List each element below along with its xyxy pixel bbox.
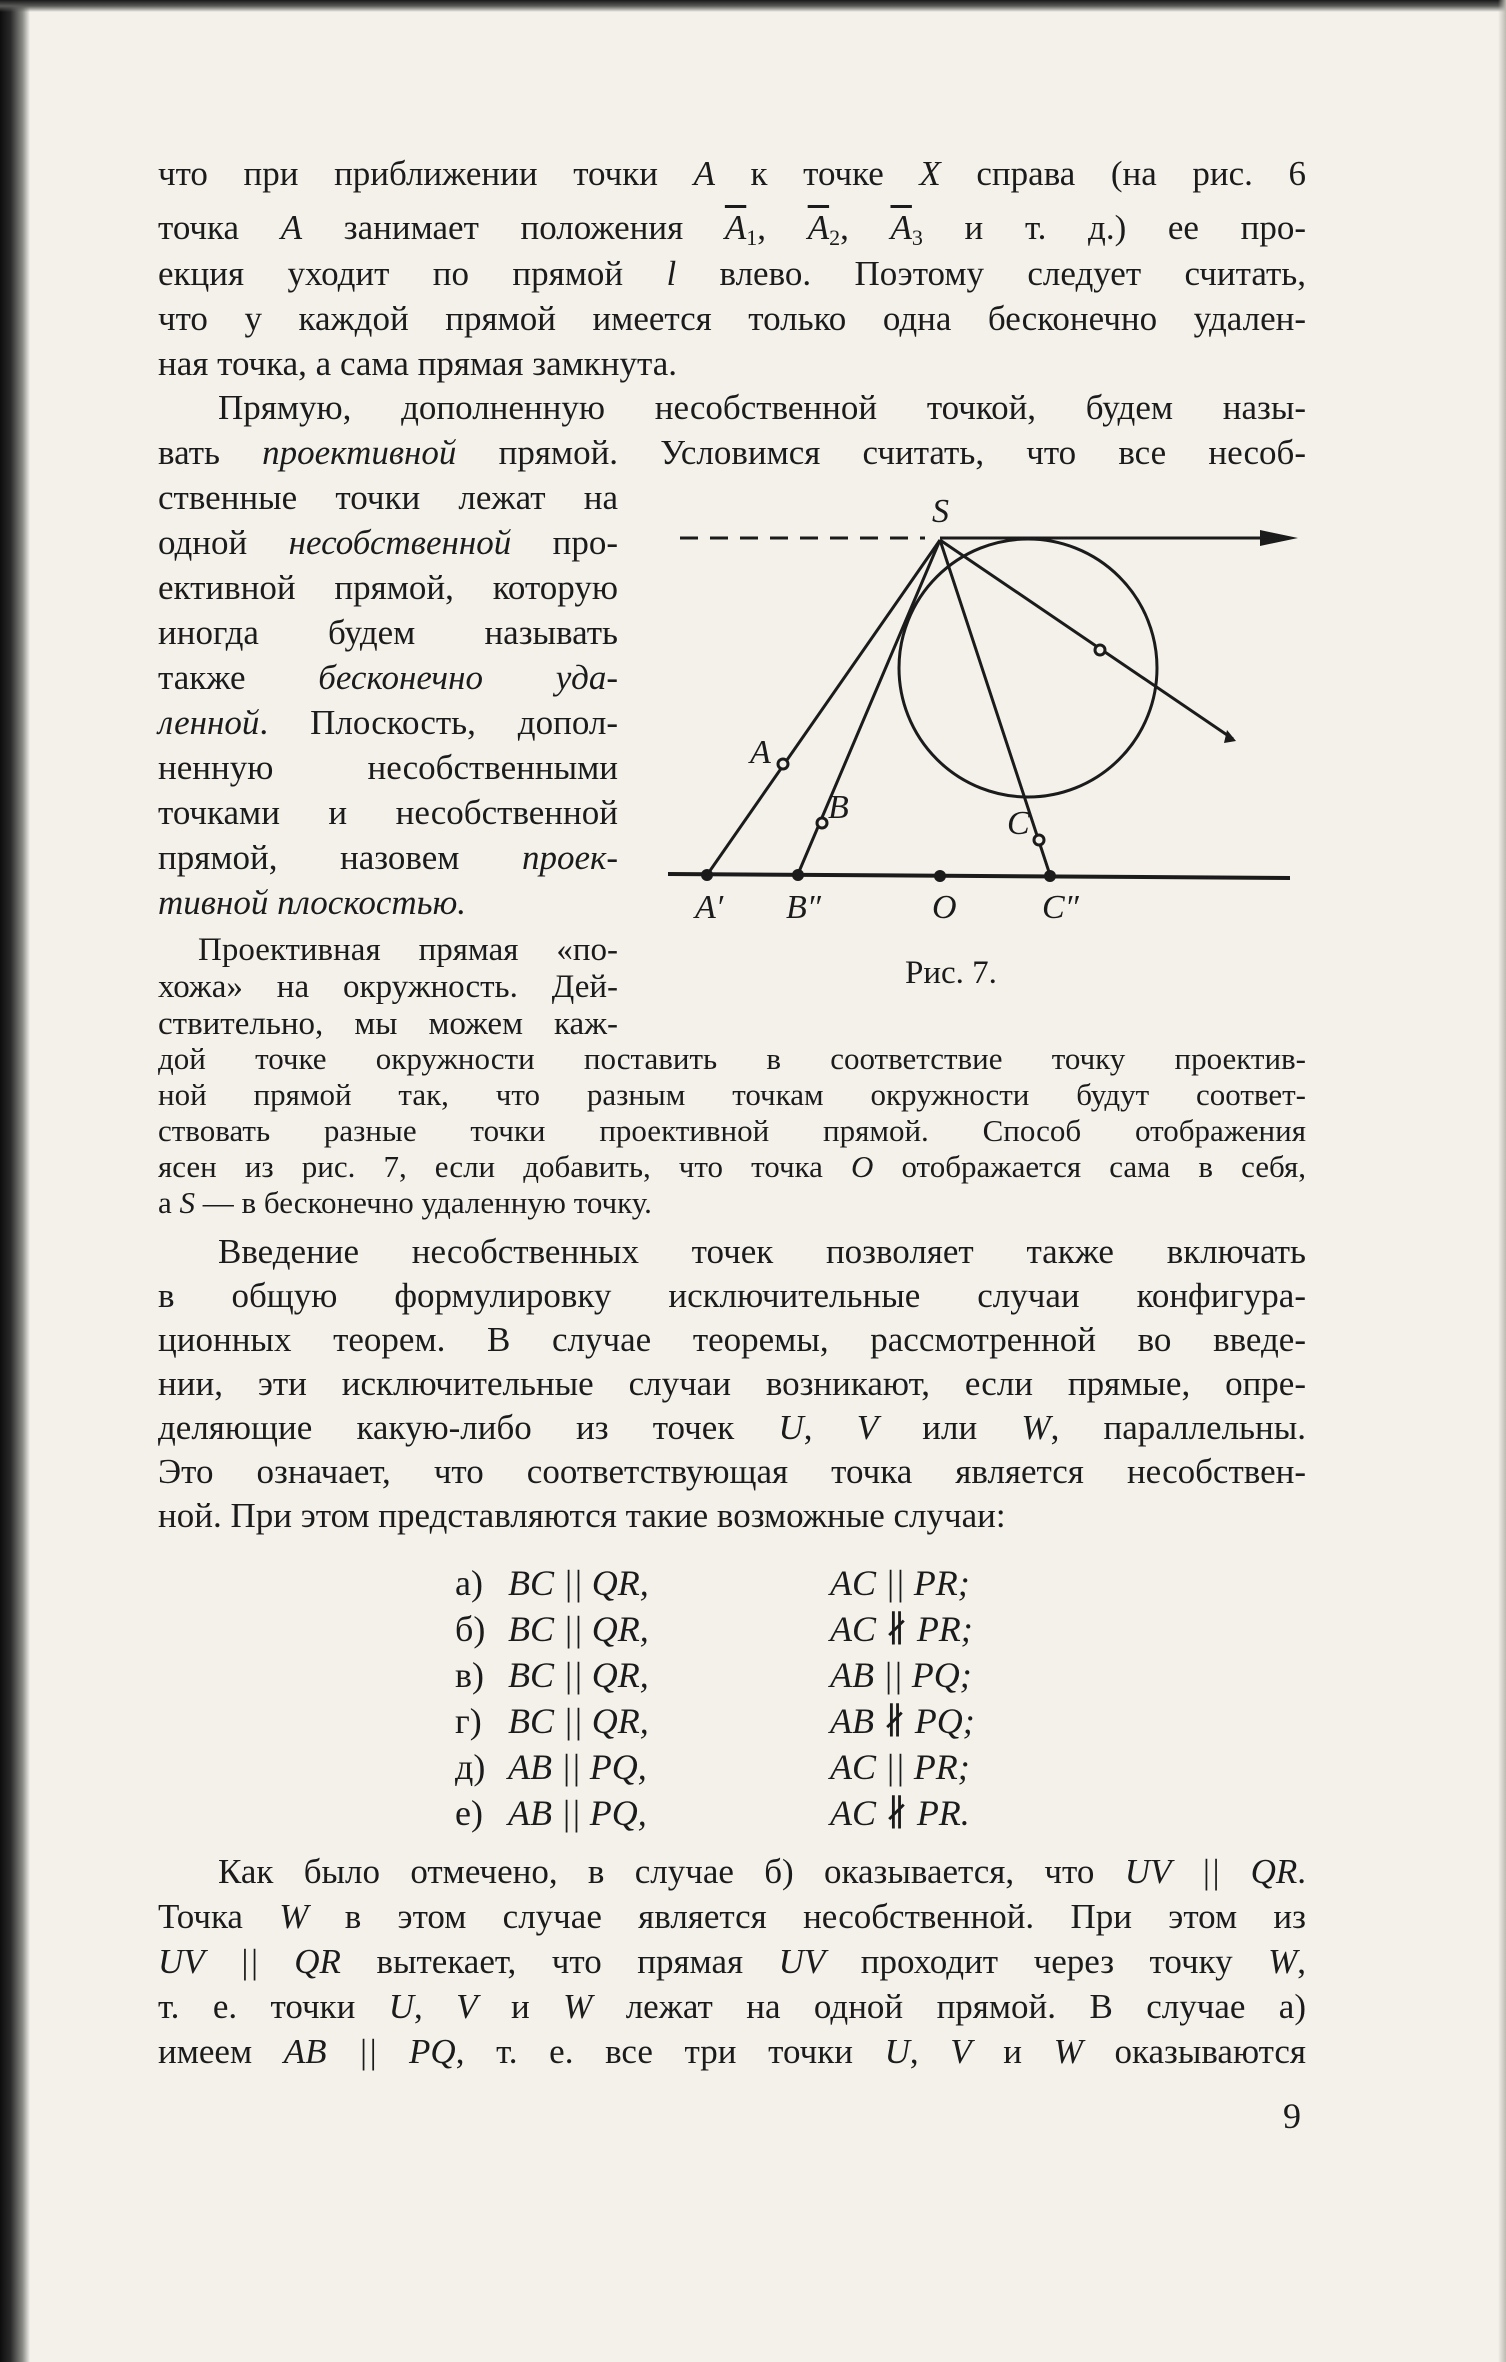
paragraph-4-line-7: ной. При этом представляются такие возможные случаи: — [158, 1496, 1006, 1535]
paragraph-3-line-4: дой точке окружности поставить в соответствие точку проектив- — [158, 1041, 1306, 1076]
point-a-prime — [701, 869, 713, 881]
case-left-condition: AB || PQ, — [508, 1747, 647, 1787]
paragraph-3-line-6: ствовать разные точки проективной прямой. Способ отображения — [158, 1113, 1306, 1148]
paragraph-3-line-3: ствительно, мы можем каж- — [158, 1006, 618, 1042]
paragraph-2-line-4: одной несобственной про- — [158, 523, 619, 562]
paragraph-2-line-11: прямой, назовем проек- — [158, 838, 618, 877]
page-edge-shadow-top — [0, 0, 1506, 12]
circle — [899, 539, 1157, 797]
paragraph-4-line-1: Введение несобственных точек позволяет также включать — [218, 1232, 1306, 1271]
paragraph-2-line-12: тивной плоскостью. — [158, 883, 467, 922]
point-b-prime — [792, 869, 804, 881]
paragraph-5-line-5: имеем AB || PQ, т. е. все три точки U, V и W оказываются — [158, 2032, 1306, 2071]
case-left-condition: BC || QR, — [508, 1563, 649, 1603]
paragraph-3-line-1: Проективная прямая «по- — [198, 932, 618, 968]
paragraph-5-line-1: Как было отмечено, в случае б) оказывается, что UV || QR. — [218, 1852, 1306, 1891]
case-label: д) — [455, 1747, 486, 1787]
paragraph-4-line-6: Это означает, что соответствующая точка является несобствен- — [158, 1452, 1306, 1491]
label-a-prime: A′ — [695, 889, 724, 926]
case-right-condition: AB || PQ; — [830, 1655, 972, 1695]
paragraph-1-line-5: ная точка, а сама прямая замкнута. — [158, 344, 678, 383]
arrowhead-ray-icon — [1224, 730, 1236, 743]
point-c-prime — [1044, 870, 1056, 882]
case-label: а) — [455, 1563, 483, 1603]
case-label: в) — [455, 1655, 484, 1695]
point-c — [1034, 835, 1044, 845]
case-right-condition: AC ∦ PR; — [830, 1609, 973, 1649]
case-left-column — [508, 1560, 649, 1836]
case-right-condition: AC || PR; — [830, 1563, 970, 1603]
label-b: B — [828, 789, 849, 826]
point-ray — [1095, 645, 1105, 655]
case-left-condition: BC || QR, — [508, 1655, 649, 1695]
case-label: е) — [455, 1793, 483, 1833]
label-c: C — [1007, 805, 1030, 842]
case-left-condition: BC || QR, — [508, 1701, 649, 1741]
paragraph-2-line-10: точками и несобственной — [158, 793, 618, 832]
case-right-condition: AC ∦ PR. — [830, 1793, 970, 1833]
paragraph-2-line-6: иногда будем называть — [158, 613, 618, 652]
case-right-condition: AB ∦ PQ; — [830, 1701, 975, 1741]
paragraph-1-line-1: что при приближении точки A к точке X справа (на рис. 6 — [158, 154, 1306, 193]
case-labels-column — [455, 1560, 485, 1836]
point-o — [934, 870, 946, 882]
paragraph-3-line-5: ной прямой так, что разным точкам окружности будут соответ- — [158, 1077, 1306, 1112]
label-s: S — [932, 493, 949, 530]
paragraph-2-line-1: Прямую, дополненную несобственной точкой, будем назы- — [218, 388, 1306, 427]
case-label: г) — [455, 1701, 482, 1741]
paragraph-2-line-3: ственные точки лежат на — [158, 478, 618, 517]
paragraph-4-line-4: нии, эти исключительные случаи возникают, если прямые, опре- — [158, 1364, 1306, 1403]
paragraph-2-line-9: ненную несобственными — [158, 748, 618, 787]
paragraph-4-line-3: ционных теорем. В случае теоремы, рассмотренной во введе- — [158, 1320, 1306, 1359]
label-b-prime: B″ — [786, 889, 821, 926]
paragraph-2-line-5: ективной прямой, которую — [158, 568, 618, 607]
paragraph-4-line-2: в общую формулировку исключительные случаи конфигура- — [158, 1276, 1306, 1315]
point-b — [817, 818, 827, 828]
paragraph-3-line-2: хожа» на окружность. Дей- — [158, 969, 618, 1005]
case-right-column — [830, 1560, 975, 1836]
arrowhead-right-icon — [1260, 530, 1298, 546]
paragraph-4-line-5: деляющие какую-либо из точек U, V или W, параллельны. — [158, 1408, 1306, 1447]
paragraph-1-line-4: что у каждой прямой имеется только одна бесконечно удален- — [158, 299, 1306, 338]
paragraph-1-line-2: точка A занимает положения $\overline{A}_1$, $\overline{A}_2$, $\overline{A}_3$ и т. д.) ее про- — [158, 208, 1307, 250]
paragraph-3-line-7: ясен из рис. 7, если добавить, что точка O отображается сама в себя, — [158, 1149, 1306, 1184]
paragraph-1-line-3: екция уходит по прямой l влево. Поэтому следует считать, — [158, 254, 1306, 293]
label-a: A — [750, 734, 771, 771]
case-left-condition: AB || PQ, — [508, 1793, 647, 1833]
case-label: б) — [455, 1609, 486, 1649]
paragraph-5-line-4: т. е. точки U, V и W лежат на одной прямой. В случае а) — [158, 1987, 1306, 2026]
paragraph-2-line-8: ленной. Плоскость, допол- — [158, 703, 618, 742]
point-a — [778, 759, 788, 769]
label-c-prime: C″ — [1042, 889, 1079, 926]
paragraph-2-line-7: также бесконечно уда- — [158, 658, 618, 697]
paragraph-2-line-2: вать проективной прямой. Условимся считать, что все несоб- — [158, 433, 1306, 472]
line-s-ray — [940, 540, 1233, 739]
case-right-condition: AC || PR; — [830, 1747, 970, 1787]
paragraph-5-line-2: Точка W в этом случае является несобственной. При этом из — [158, 1897, 1306, 1936]
paragraph-3-line-8: а S — в бесконечно удаленную точку. — [158, 1185, 652, 1220]
page-edge-shadow-right — [1498, 0, 1506, 2362]
line-s-c — [940, 540, 1050, 875]
figure-caption: Рис. 7. — [905, 955, 997, 991]
figure-7-diagram — [650, 488, 1310, 948]
paragraph-5-line-3: UV || QR вытекает, что прямая UV проходит через точку W, — [158, 1942, 1306, 1981]
case-left-condition: BC || QR, — [508, 1609, 649, 1649]
label-o: O — [932, 889, 957, 926]
page-number: 9 — [1283, 2096, 1301, 2136]
page-edge-shadow-left — [0, 0, 30, 2362]
projective-line-l — [668, 874, 1290, 878]
